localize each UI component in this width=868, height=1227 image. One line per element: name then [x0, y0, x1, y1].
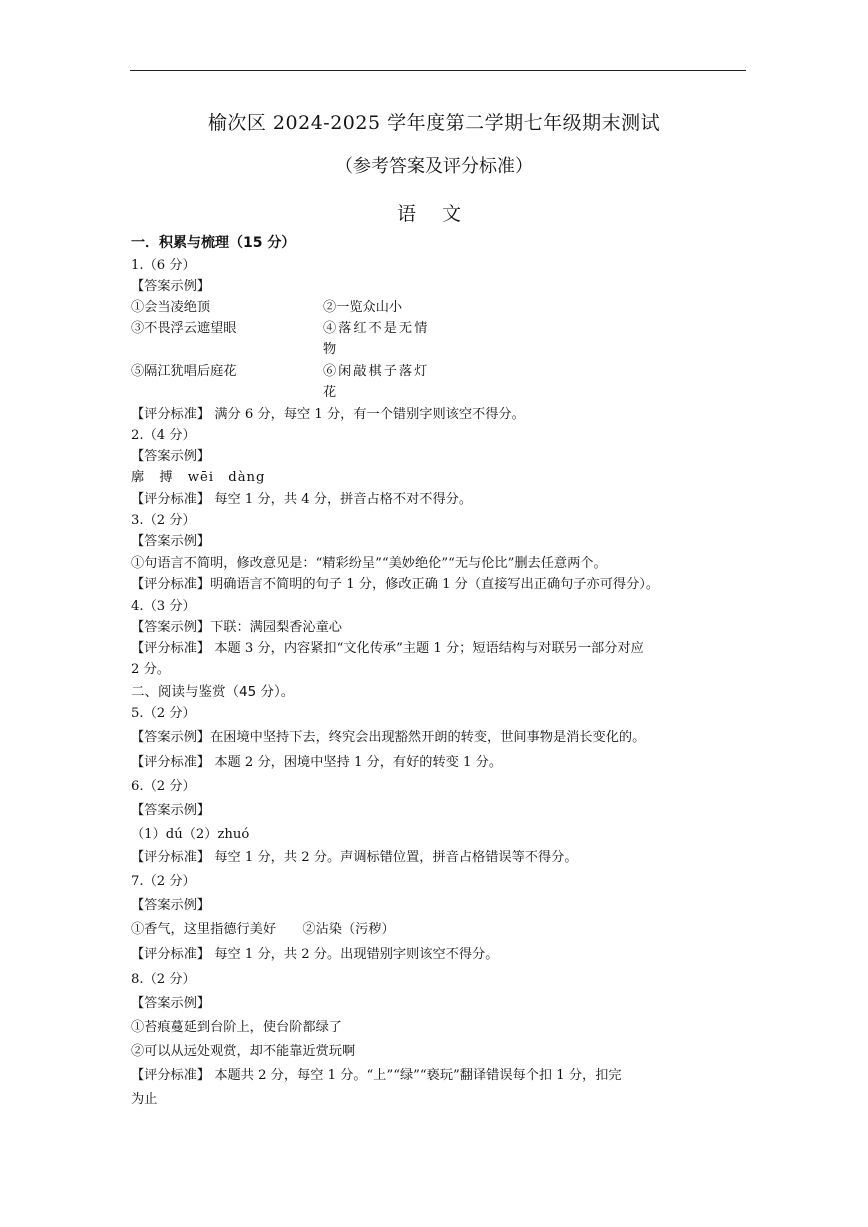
q3-answer-tag: 【答案示例】 [131, 534, 211, 549]
q1-answer-4b: 物 [323, 342, 337, 357]
q6-answer: （1）dú（2）zhuó [131, 827, 250, 842]
q7-answer-tag: 【答案示例】 [131, 898, 211, 913]
q2-answer-tag: 【答案示例】 [131, 449, 211, 464]
q1-answer-1: ①会当凌绝顶 [131, 300, 211, 315]
q6-heading: 6.（2 分） [131, 779, 196, 794]
subject-heading: 语 文 [396, 203, 472, 225]
q8-answer-tag: 【答案示例】 [131, 996, 211, 1011]
q1-answer-4a: ④落红不是无情 [323, 321, 430, 336]
q1-answer-6b: 花 [323, 385, 337, 400]
q2-score: 【评分标准】 每空 1 分，共 4 分，拼音占格不对不得分。 [131, 492, 473, 507]
q1-answer-6a: ⑥闲敲棋子落灯 [323, 364, 430, 379]
q1-heading: 1.（6 分） [131, 258, 196, 273]
q8-score-line-2: 为止 [131, 1092, 158, 1107]
page-subtitle: （参考答案及评分标准） [335, 156, 533, 177]
q1-score: 【评分标准】 满分 6 分，每空 1 分，有一个错别字则该空不得分。 [131, 407, 525, 422]
q1-answer-3: ③不畏浮云遮望眼 [131, 321, 237, 336]
q3-score: 【评分标准】明确语言不简明的句子 1 分，修改正确 1 分（直接写出正确句子亦可得分）。 [131, 577, 660, 592]
header-rule [130, 70, 746, 71]
q3-heading: 3.（2 分） [131, 513, 196, 528]
q6-score: 【评分标准】 每空 1 分，共 2 分。声调标错位置，拼音占格错误等不得分。 [131, 850, 578, 865]
q4-score-line-1: 【评分标准】 本题 3 分，内容紧扣“文化传承”主题 1 分；短语结构与对联另一部分对应 [131, 641, 644, 656]
q5-heading: 5.（2 分） [131, 706, 196, 721]
q8-answer-1: ①苔痕蔓延到台阶上，使台阶都绿了 [131, 1020, 342, 1035]
q8-answer-2: ②可以从远处观赏，却不能靠近赏玩啊 [131, 1044, 356, 1059]
q8-heading: 8.（2 分） [131, 972, 196, 987]
section-heading-2: 二、阅读与鉴赏（45 分）。 [131, 684, 295, 700]
q3-answer: ①句语言不简明，修改意见是：“精彩纷呈”“美妙绝伦”“无与伦比”删去任意两个。 [131, 556, 607, 571]
q6-answer-tag: 【答案示例】 [131, 803, 211, 818]
q1-answer-5: ⑤隔江犹唱后庭花 [131, 364, 237, 379]
q7-score: 【评分标准】 每空 1 分，共 2 分。出现错别字则该空不得分。 [131, 947, 499, 962]
q4-score-line-2: 2 分。 [131, 662, 170, 677]
q5-answer: 【答案示例】在困境中坚持下去，终究会出现豁然开朗的转变，世间事物是消长变化的。 [131, 730, 646, 745]
q2-answer: 廓 搏 wēi dàng [131, 470, 266, 485]
q1-answer-2: ②一览众山小 [323, 300, 403, 315]
q5-score: 【评分标准】 本题 2 分，困境中坚持 1 分，有好的转变 1 分。 [131, 755, 503, 770]
q7-answer: ①香气，这里指德行美好 ②沾染（污秽） [131, 922, 395, 937]
q7-heading: 7.（2 分） [131, 874, 196, 889]
q4-answer: 【答案示例】下联：满园梨香沁童心 [131, 620, 342, 635]
section-heading-1: 一．积累与梳理（15 分） [131, 235, 296, 251]
q8-score-line-1: 【评分标准】 本题共 2 分，每空 1 分。“上”“绿”“亵玩”翻译错误每个扣 1 分，扣完 [131, 1068, 622, 1083]
q1-answer-tag: 【答案示例】 [131, 279, 211, 294]
q2-heading: 2.（4 分） [131, 428, 196, 443]
page-title: 榆次区 2024-2025 学年度第二学期七年级期末测试 [207, 112, 661, 134]
q4-heading: 4.（3 分） [131, 599, 196, 614]
